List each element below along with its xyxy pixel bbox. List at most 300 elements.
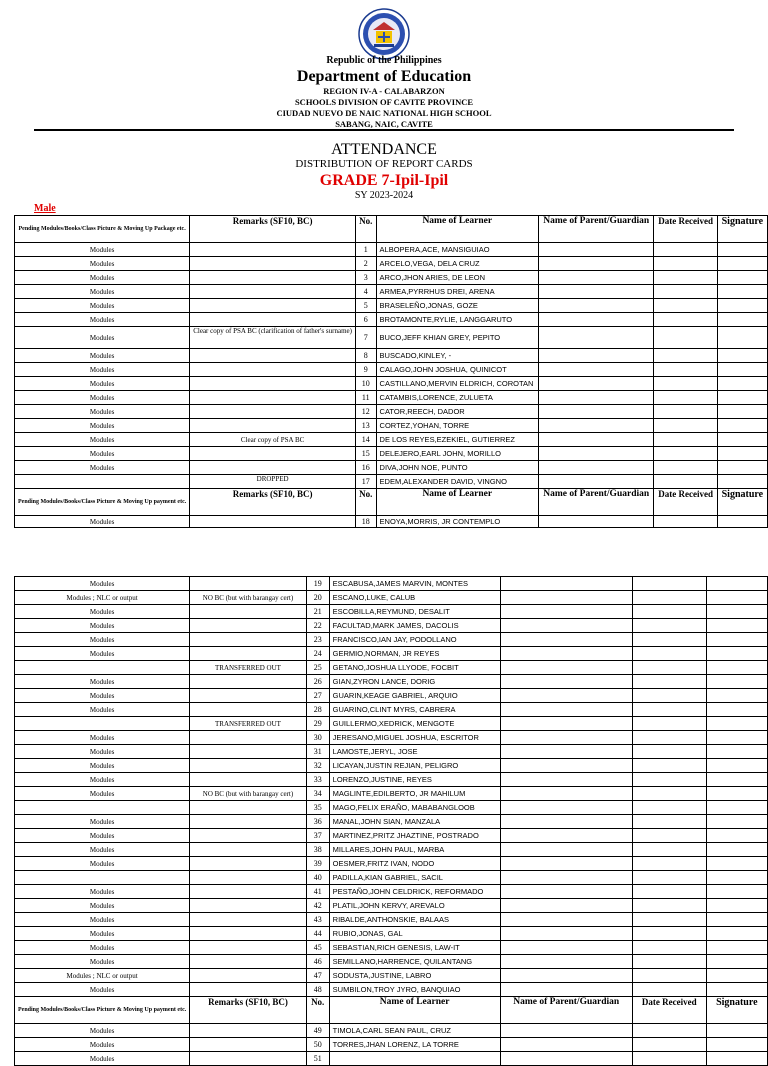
date-received-cell — [654, 271, 717, 285]
table-row — [15, 257, 768, 271]
parent-guardian-cell — [500, 983, 632, 997]
signature-cell — [717, 447, 767, 461]
learner-name-cell: GUILLERMO,XEDRICK, MENGOTE — [329, 717, 500, 731]
learner-name-cell: PLATIL,JOHN KERVY, AREVALO — [329, 899, 500, 913]
date-received-cell — [654, 363, 717, 377]
parent-guardian-cell — [500, 773, 632, 787]
learner-name-cell: DELEJERO,EARL JOHN, MORILLO — [376, 447, 538, 461]
learner-name-cell: LICAYAN,JUSTIN REJIAN, PELIGRO — [329, 759, 500, 773]
signature-cell — [717, 363, 767, 377]
learner-number-cell: 47 — [306, 969, 329, 983]
remarks-column-header: Remarks (SF10, BC) — [190, 216, 356, 243]
learner-name-cell: SEMILLANO,HARRENCE, QUILANTANG — [329, 955, 500, 969]
date-received-cell — [632, 815, 706, 829]
learner-name-cell: FRANCISCO,IAN JAY, PODOLLANO — [329, 633, 500, 647]
signature-cell — [706, 913, 767, 927]
date-received-cell — [654, 447, 717, 461]
pending-items-cell: Modules — [15, 647, 190, 661]
attendance-table-top — [14, 215, 768, 528]
signature-cell — [706, 577, 767, 591]
table-row — [15, 885, 768, 899]
remarks-cell — [190, 243, 356, 257]
pending-items-cell: Modules — [15, 843, 190, 857]
pending-items-cell: Modules — [15, 885, 190, 899]
page-subtitle: DISTRIBUTION OF REPORT CARDS — [295, 158, 473, 170]
parent-guardian-cell — [500, 717, 632, 731]
pending-items-cell: Modules — [15, 955, 190, 969]
number-column-header: No. — [355, 489, 376, 516]
grade-section-title: GRADE 7-Ipil-Ipil — [319, 172, 449, 189]
table-row — [15, 955, 768, 969]
pending-items-cell: Modules — [15, 327, 190, 349]
column-header-row — [15, 216, 768, 243]
learner-number-cell: 31 — [306, 745, 329, 759]
pending-items-cell: Modules — [15, 983, 190, 997]
signature-cell — [717, 433, 767, 447]
learner-name-cell: JERESANO,MIGUEL JOSHUA, ESCRITOR — [329, 731, 500, 745]
pending-items-cell: Modules — [15, 243, 190, 257]
remarks-column-header: Remarks (SF10, BC) — [190, 997, 306, 1024]
learner-name-cell: ESCOBILLA,REYMUND, DESALIT — [329, 605, 500, 619]
parent-column-header: Name of Parent/Guardian — [500, 997, 632, 1024]
learner-number-cell: 37 — [306, 829, 329, 843]
number-column-header: No. — [355, 216, 376, 243]
learner-number-cell: 41 — [306, 885, 329, 899]
date-received-cell — [632, 899, 706, 913]
date-received-cell — [632, 605, 706, 619]
remarks-cell — [190, 377, 356, 391]
signature-cell — [706, 647, 767, 661]
parent-guardian-cell — [538, 516, 653, 528]
learner-number-cell: 42 — [306, 899, 329, 913]
school-address: SABANG, NAIC, CAVITE — [335, 119, 433, 129]
learner-number-cell: 26 — [306, 675, 329, 689]
pending-items-cell: Modules — [15, 689, 190, 703]
signature-cell — [706, 717, 767, 731]
pending-items-cell: Modules — [15, 913, 190, 927]
table-row — [15, 391, 768, 405]
learner-number-cell: 38 — [306, 843, 329, 857]
remarks-cell — [190, 983, 306, 997]
school-year: SY 2023-2024 — [354, 190, 414, 201]
parent-guardian-cell — [500, 829, 632, 843]
table-row — [15, 619, 768, 633]
date-received-cell — [632, 941, 706, 955]
learner-number-cell: 11 — [355, 391, 376, 405]
table-row — [15, 405, 768, 419]
learner-number-cell: 15 — [355, 447, 376, 461]
table-row — [15, 605, 768, 619]
table-row — [15, 313, 768, 327]
remarks-cell — [190, 633, 306, 647]
pending-items-cell: Modules ; NLC or output — [15, 591, 190, 605]
table-row — [15, 285, 768, 299]
parent-guardian-cell — [538, 327, 653, 349]
parent-guardian-cell — [500, 577, 632, 591]
table-row — [15, 983, 768, 997]
learner-name-cell: DE LOS REYES,EZEKIEL, GUTIERREZ — [376, 433, 538, 447]
learner-number-cell: 39 — [306, 857, 329, 871]
remarks-cell — [190, 689, 306, 703]
pending-column-header: Pending Modules/Books/Class Picture & Moving Up Package etc. — [15, 216, 190, 243]
remarks-cell — [190, 577, 306, 591]
learner-name-cell: ARCO,JHON ARIES, DE LEON — [376, 271, 538, 285]
learner-number-cell: 4 — [355, 285, 376, 299]
remarks-cell — [190, 285, 356, 299]
signature-column-header: Signature — [717, 489, 767, 516]
learner-name-cell: ESCABUSA,JAMES MARVIN, MONTES — [329, 577, 500, 591]
pending-items-cell: Modules — [15, 271, 190, 285]
table-row — [15, 829, 768, 843]
signature-column-header: Signature — [706, 997, 767, 1024]
signature-cell — [717, 313, 767, 327]
header-divider — [34, 129, 734, 131]
signature-column-header: Signature — [717, 216, 767, 243]
pending-items-cell: Modules — [15, 899, 190, 913]
learner-number-cell: 7 — [355, 327, 376, 349]
pending-items-cell: Modules — [15, 516, 190, 528]
table-row — [15, 759, 768, 773]
table-row — [15, 661, 768, 675]
remarks-cell — [190, 843, 306, 857]
pending-items-cell: Modules — [15, 285, 190, 299]
learner-name-cell: SUMBILON,TROY JYRO, BANQUIAO — [329, 983, 500, 997]
table-row — [15, 801, 768, 815]
learner-number-cell: 21 — [306, 605, 329, 619]
date-column-header: Date Received — [654, 216, 717, 243]
table-row — [15, 815, 768, 829]
pending-column-header: Pending Modules/Books/Class Picture & Moving Up payment etc. — [15, 489, 190, 516]
learner-number-cell: 30 — [306, 731, 329, 745]
pending-items-cell: Modules — [15, 703, 190, 717]
parent-guardian-cell — [500, 969, 632, 983]
learner-name-cell: MAGLINTE,EDILBERTO, JR MAHILUM — [329, 787, 500, 801]
learner-number-cell: 24 — [306, 647, 329, 661]
learner-name-cell: BUSCADO,KINLEY, - — [376, 349, 538, 363]
pending-items-cell: Modules — [15, 377, 190, 391]
table-row — [15, 377, 768, 391]
parent-guardian-cell — [500, 1038, 632, 1052]
date-received-cell — [632, 1024, 706, 1038]
pending-items-cell: Modules — [15, 447, 190, 461]
learner-name-cell: PADILLA,KIAN GABRIEL, SACIL — [329, 871, 500, 885]
learner-number-cell: 5 — [355, 299, 376, 313]
date-received-cell — [632, 1052, 706, 1066]
signature-cell — [717, 257, 767, 271]
date-received-cell — [654, 461, 717, 475]
learner-name-cell: BRASELEÑO,JONAS, GOZE — [376, 299, 538, 313]
learner-number-cell: 45 — [306, 941, 329, 955]
signature-cell — [717, 299, 767, 313]
parent-guardian-cell — [500, 885, 632, 899]
date-received-cell — [632, 759, 706, 773]
pending-items-cell — [15, 717, 190, 731]
pending-items-cell: Modules — [15, 605, 190, 619]
division-label: SCHOOLS DIVISION OF CAVITE PROVINCE — [294, 97, 474, 107]
signature-cell — [706, 619, 767, 633]
signature-cell — [717, 285, 767, 299]
pending-items-cell: Modules — [15, 731, 190, 745]
date-received-cell — [632, 927, 706, 941]
learner-name-cell: RIBALDE,ANTHONSKIE, BALAAS — [329, 913, 500, 927]
parent-guardian-cell — [538, 285, 653, 299]
signature-cell — [717, 516, 767, 528]
learner-name-cell: ALBOPERA,ACE, MANSIGUIAO — [376, 243, 538, 257]
remarks-cell — [190, 745, 306, 759]
remarks-cell — [190, 927, 306, 941]
pending-items-cell: Modules — [15, 577, 190, 591]
remarks-cell: NO BC (but with barangay cert) — [190, 591, 306, 605]
remarks-cell — [190, 349, 356, 363]
parent-guardian-cell — [500, 661, 632, 675]
learner-number-cell: 12 — [355, 405, 376, 419]
date-received-cell — [632, 955, 706, 969]
pending-items-cell: Modules — [15, 257, 190, 271]
date-received-cell — [654, 313, 717, 327]
table-row — [15, 675, 768, 689]
pending-items-cell: Modules — [15, 787, 190, 801]
pending-items-cell: Modules ; NLC or output — [15, 969, 190, 983]
remarks-cell — [190, 419, 356, 433]
parent-guardian-cell — [500, 647, 632, 661]
learner-name-cell: EDEM,ALEXANDER DAVID, VINGNO — [376, 475, 538, 489]
signature-cell — [706, 745, 767, 759]
remarks-cell — [190, 675, 306, 689]
table-row — [15, 461, 768, 475]
pending-items-cell — [15, 871, 190, 885]
pending-items-cell: Modules — [15, 759, 190, 773]
pending-items-cell: Modules — [15, 815, 190, 829]
date-received-cell — [632, 661, 706, 675]
signature-cell — [706, 787, 767, 801]
date-received-cell — [654, 433, 717, 447]
table-row — [15, 843, 768, 857]
remarks-column-header: Remarks (SF10, BC) — [190, 489, 356, 516]
learner-number-cell: 43 — [306, 913, 329, 927]
learner-name-cell: SEBASTIAN,RICH GENESIS, LAW-IT — [329, 941, 500, 955]
signature-cell — [706, 969, 767, 983]
remarks-cell: DROPPED — [190, 475, 356, 489]
date-received-cell — [632, 577, 706, 591]
table-row — [15, 591, 768, 605]
date-received-cell — [654, 349, 717, 363]
learner-name-cell — [329, 1052, 500, 1066]
learner-number-cell: 50 — [306, 1038, 329, 1052]
pending-items-cell: Modules — [15, 1038, 190, 1052]
signature-cell — [706, 941, 767, 955]
date-column-header: Date Received — [632, 997, 706, 1024]
remarks-cell — [190, 1024, 306, 1038]
signature-cell — [706, 1052, 767, 1066]
learner-name-cell: ENOYA,MORRIS, JR CONTEMPLO — [376, 516, 538, 528]
learner-number-cell: 36 — [306, 815, 329, 829]
pending-items-cell: Modules — [15, 419, 190, 433]
learner-name-cell: BROTAMONTE,RYLIE, LANGGARUTO — [376, 313, 538, 327]
parent-column-header: Name of Parent/Guardian — [538, 489, 653, 516]
date-received-cell — [632, 619, 706, 633]
remarks-cell — [190, 391, 356, 405]
page-title: ATTENDANCE — [331, 141, 437, 158]
signature-cell — [717, 349, 767, 363]
parent-guardian-cell — [538, 475, 653, 489]
table-row — [15, 327, 768, 349]
parent-guardian-cell — [500, 633, 632, 647]
parent-guardian-cell — [538, 433, 653, 447]
table-row — [15, 899, 768, 913]
date-received-cell — [654, 377, 717, 391]
signature-cell — [717, 271, 767, 285]
learner-name-cell: SODUSTA,JUSTINE, LABRO — [329, 969, 500, 983]
learner-number-cell: 33 — [306, 773, 329, 787]
learner-number-cell: 40 — [306, 871, 329, 885]
table-row — [15, 927, 768, 941]
learner-name-cell: MAGO,FELIX ERAÑO, MABABANGLOOB — [329, 801, 500, 815]
learner-number-cell: 44 — [306, 927, 329, 941]
remarks-cell — [190, 647, 306, 661]
table-row — [15, 787, 768, 801]
table-row — [15, 857, 768, 871]
signature-cell — [706, 871, 767, 885]
learner-name-cell: CASTILLANO,MERVIN ELDRICH, COROTAN — [376, 377, 538, 391]
learner-column-header: Name of Learner — [376, 216, 538, 243]
learner-number-cell: 32 — [306, 759, 329, 773]
learner-number-cell: 18 — [355, 516, 376, 528]
date-received-cell — [632, 787, 706, 801]
remarks-cell — [190, 461, 356, 475]
learner-name-cell: CATOR,REECH, DADOR — [376, 405, 538, 419]
parent-guardian-cell — [500, 703, 632, 717]
column-header-row — [15, 997, 768, 1024]
date-received-cell — [654, 299, 717, 313]
pending-items-cell: Modules — [15, 349, 190, 363]
learner-name-cell: TORRES,JHAN LORENZ, LA TORRE — [329, 1038, 500, 1052]
remarks-cell — [190, 913, 306, 927]
signature-cell — [717, 391, 767, 405]
signature-cell — [706, 703, 767, 717]
table-row — [15, 243, 768, 257]
pending-items-cell — [15, 475, 190, 489]
learner-name-cell: LAMOSTE,JERYL, JOSE — [329, 745, 500, 759]
date-received-cell — [632, 773, 706, 787]
table-row — [15, 913, 768, 927]
date-received-cell — [632, 591, 706, 605]
learner-name-cell: DIVA,JOHN NOE, PUNTO — [376, 461, 538, 475]
signature-cell — [706, 801, 767, 815]
remarks-cell: NO BC (but with barangay cert) — [190, 787, 306, 801]
pending-items-cell: Modules — [15, 633, 190, 647]
remarks-cell — [190, 516, 356, 528]
table-row — [15, 1024, 768, 1038]
pending-items-cell: Modules — [15, 405, 190, 419]
parent-guardian-cell — [538, 363, 653, 377]
signature-cell — [717, 405, 767, 419]
date-received-cell — [632, 731, 706, 745]
remarks-cell — [190, 759, 306, 773]
parent-column-header: Name of Parent/Guardian — [538, 216, 653, 243]
parent-guardian-cell — [500, 675, 632, 689]
pending-items-cell — [15, 801, 190, 815]
signature-cell — [717, 327, 767, 349]
remarks-cell — [190, 857, 306, 871]
remarks-cell — [190, 703, 306, 717]
pending-items-cell: Modules — [15, 1052, 190, 1066]
table-row — [15, 419, 768, 433]
signature-cell — [706, 1038, 767, 1052]
pending-items-cell: Modules — [15, 363, 190, 377]
signature-cell — [706, 759, 767, 773]
remarks-cell — [190, 955, 306, 969]
pending-items-cell: Modules — [15, 619, 190, 633]
signature-cell — [717, 475, 767, 489]
remarks-cell — [190, 447, 356, 461]
date-received-cell — [654, 285, 717, 299]
learner-name-cell: CATAMBIS,LORENCE, ZULUETA — [376, 391, 538, 405]
signature-cell — [706, 983, 767, 997]
signature-cell — [706, 955, 767, 969]
date-received-cell — [632, 1038, 706, 1052]
remarks-cell: Clear copy of PSA BC (clarification of father's surname) — [190, 327, 356, 349]
parent-guardian-cell — [538, 377, 653, 391]
date-received-cell — [632, 801, 706, 815]
remarks-cell — [190, 941, 306, 955]
pending-items-cell: Modules — [15, 433, 190, 447]
signature-cell — [706, 731, 767, 745]
learner-number-cell: 49 — [306, 1024, 329, 1038]
remarks-cell — [190, 619, 306, 633]
remarks-cell — [190, 299, 356, 313]
learner-name-cell: FACULTAD,MARK JAMES, DACOLIS — [329, 619, 500, 633]
pending-items-cell: Modules — [15, 461, 190, 475]
learner-name-cell: GUARINO,CLINT MYRS, CABRERA — [329, 703, 500, 717]
parent-guardian-cell — [538, 391, 653, 405]
learner-number-cell: 28 — [306, 703, 329, 717]
date-received-cell — [632, 633, 706, 647]
parent-guardian-cell — [500, 689, 632, 703]
parent-guardian-cell — [500, 1024, 632, 1038]
date-received-cell — [654, 419, 717, 433]
table-row — [15, 731, 768, 745]
parent-guardian-cell — [500, 899, 632, 913]
learner-number-cell: 1 — [355, 243, 376, 257]
parent-guardian-cell — [538, 313, 653, 327]
learner-name-cell: RUBIO,JONAS, GAL — [329, 927, 500, 941]
pending-items-cell: Modules — [15, 773, 190, 787]
parent-guardian-cell — [538, 243, 653, 257]
pending-items-cell: Modules — [15, 391, 190, 405]
pending-items-cell: Modules — [15, 299, 190, 313]
date-received-cell — [632, 969, 706, 983]
learner-name-cell: BUCO,JEFF KHIAN GREY, PEPITO — [376, 327, 538, 349]
learner-number-cell: 16 — [355, 461, 376, 475]
learner-number-cell: 8 — [355, 349, 376, 363]
remarks-cell — [190, 1052, 306, 1066]
parent-guardian-cell — [538, 447, 653, 461]
learner-number-cell: 17 — [355, 475, 376, 489]
date-received-cell — [632, 689, 706, 703]
remarks-cell — [190, 363, 356, 377]
learner-number-cell: 13 — [355, 419, 376, 433]
parent-guardian-cell — [538, 257, 653, 271]
learner-number-cell: 3 — [355, 271, 376, 285]
table-row — [15, 689, 768, 703]
learner-number-cell: 10 — [355, 377, 376, 391]
signature-cell — [706, 605, 767, 619]
signature-cell — [706, 885, 767, 899]
date-received-cell — [632, 647, 706, 661]
table-row — [15, 969, 768, 983]
table-row — [15, 941, 768, 955]
remarks-cell — [190, 969, 306, 983]
